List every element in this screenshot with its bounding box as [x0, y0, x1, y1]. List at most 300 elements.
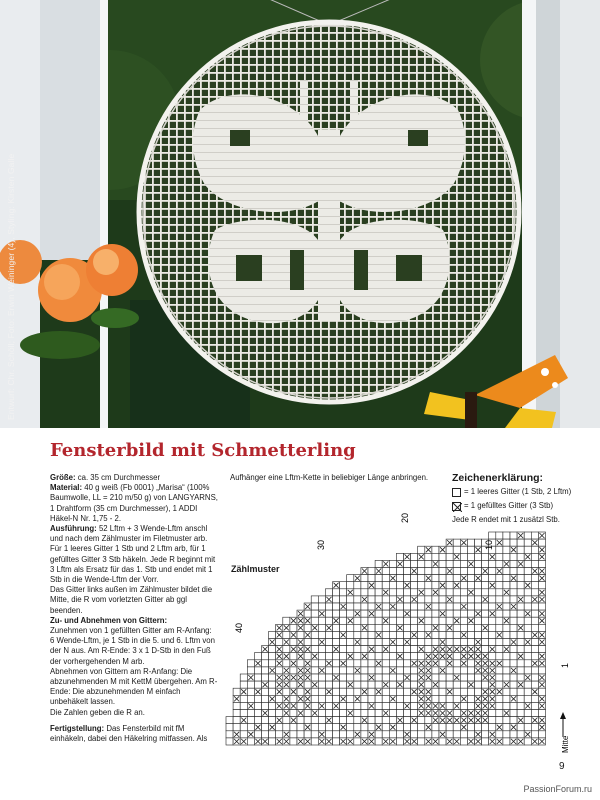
chart-cell: [418, 738, 425, 745]
chart-cell: [396, 702, 403, 709]
chart-cell: [439, 631, 446, 638]
legend-title: Zeichenerklärung:: [452, 472, 544, 484]
chart-cell: [283, 688, 290, 695]
chart-cell: [453, 539, 460, 546]
chart-cell: [517, 639, 524, 646]
chart-cell: [404, 660, 411, 667]
chart-cell: [304, 624, 311, 631]
chart-cell: [283, 617, 290, 624]
chart-cell: [418, 624, 425, 631]
chart-cell: [311, 738, 318, 745]
chart-cell: [489, 575, 496, 582]
chart-cell: [325, 646, 332, 653]
chart-cell: [354, 710, 361, 717]
chart-cell: [361, 639, 368, 646]
chart-cell: [425, 646, 432, 653]
chart-cell: [290, 724, 297, 731]
chart-cell: [538, 582, 545, 589]
chart-cell: [503, 653, 510, 660]
chart-cell: [269, 702, 276, 709]
increase-paragraph: Zunehmen von 1 gefüllten Gitter am R-Anfang: 6 Wende-Lftm, je 1 Stb in die 5. und 6. Lftm von der N aus. Am R-Ende: 3 x 1 D-Stb in den Fuß der vorhergehenden M arb.: [50, 626, 215, 666]
chart-cell: [297, 688, 304, 695]
chart-cell: [517, 553, 524, 560]
chart-cell: [311, 631, 318, 638]
chart-cell: [524, 589, 531, 596]
chart-cell: [262, 724, 269, 731]
chart-cell: [325, 710, 332, 717]
chart-cell: [510, 631, 517, 638]
chart-cell: [503, 674, 510, 681]
material-value: 40 g weiß (Fb 0001) „Marisa“ (100% Baumwolle, LL = 210 m/50 g) von LANGYARNS, 1 Drahtform (35 cm Durchmesser), 1 ADDI Häkel-N Nr. 1,75 - 2.: [50, 483, 218, 523]
chart-cell: [432, 553, 439, 560]
chart-cell: [531, 702, 538, 709]
chart-cell: [333, 688, 340, 695]
chart-cell: [531, 560, 538, 567]
chart-cell: [453, 667, 460, 674]
chart-cell: [460, 702, 467, 709]
chart-cell: [304, 717, 311, 724]
chart-cell: [524, 724, 531, 731]
chart-cell: [347, 610, 354, 617]
chart-cell: [411, 667, 418, 674]
chart-cell: [382, 639, 389, 646]
chart-cell: [354, 653, 361, 660]
chart-cell: [510, 568, 517, 575]
chart-cell: [361, 731, 368, 738]
chart-cell: [318, 624, 325, 631]
chart-cell: [325, 617, 332, 624]
chart-cell: [404, 596, 411, 603]
chart-cell: [269, 738, 276, 745]
chart-cell: [517, 575, 524, 582]
chart-cell: [524, 546, 531, 553]
chart-cell: [340, 582, 347, 589]
chart-cell: [318, 724, 325, 731]
chart-cell: [333, 610, 340, 617]
chart-cell: [517, 667, 524, 674]
chart-cell: [333, 695, 340, 702]
chart-cell: [347, 582, 354, 589]
chart-cell: [304, 731, 311, 738]
chart-cell: [311, 674, 318, 681]
chart-cell: [318, 660, 325, 667]
instructions-continued: Aufhänger eine Lftm-Kette in beliebiger Länge anbringen.: [230, 473, 429, 482]
chart-cell: [382, 603, 389, 610]
increase-decrease-heading: Zu- und Abnehmen von Gittern:: [50, 615, 168, 625]
chart-cell: [304, 653, 311, 660]
chart-cell: [233, 710, 240, 717]
chart-cell: [460, 589, 467, 596]
chart-cell: [389, 596, 396, 603]
chart-cell: [510, 539, 517, 546]
chart-cell: [538, 603, 545, 610]
chart-cell: [446, 610, 453, 617]
chart-cell: [467, 667, 474, 674]
chart-cell: [538, 731, 545, 738]
chart-cell: [503, 667, 510, 674]
chart-cell: [233, 717, 240, 724]
chart-cell: [311, 603, 318, 610]
chart-cell: [482, 610, 489, 617]
chart-cell: [269, 646, 276, 653]
chart-cell: [396, 646, 403, 653]
chart-cell: [297, 731, 304, 738]
chart-cell: [453, 603, 460, 610]
chart-cell: [425, 624, 432, 631]
chart-cell: [404, 575, 411, 582]
chart-cell: [333, 667, 340, 674]
chart-cell: [382, 717, 389, 724]
chart-cell: [432, 639, 439, 646]
chart-cell: [404, 695, 411, 702]
chart-cell: [517, 674, 524, 681]
chart-cell: [254, 695, 261, 702]
chart-cell: [375, 617, 382, 624]
chart-cell: [396, 589, 403, 596]
chart-cell: [475, 539, 482, 546]
chart-cell: [425, 596, 432, 603]
chart-cell: [368, 639, 375, 646]
chart-cell: [517, 568, 524, 575]
chart-cell: [347, 624, 354, 631]
chart-cell: [340, 646, 347, 653]
chart-cell: [425, 582, 432, 589]
chart-cell: [475, 568, 482, 575]
chart-cell: [524, 624, 531, 631]
chart-cell: [475, 688, 482, 695]
chart-cell: [446, 553, 453, 560]
chart-cell: [347, 724, 354, 731]
chart-cell: [517, 589, 524, 596]
legend-filled-text: = 1 gefülltes Gitter (3 Stb): [464, 501, 554, 510]
chart-cell: [404, 688, 411, 695]
empty-square-icon: [452, 488, 461, 497]
chart-cell: [524, 710, 531, 717]
chart-cell: [354, 717, 361, 724]
chart-cell: [475, 603, 482, 610]
chart-cell: [382, 653, 389, 660]
chart-cell: [333, 653, 340, 660]
chart-cell: [368, 568, 375, 575]
chart-cell: [453, 560, 460, 567]
chart-cell: [340, 667, 347, 674]
row-label-20: 20: [400, 512, 410, 523]
chart-cell: [233, 688, 240, 695]
chart-cell: [389, 589, 396, 596]
chart-cell: [276, 639, 283, 646]
chart-cell: [453, 710, 460, 717]
chart-cell: [247, 688, 254, 695]
chart-cell: [382, 688, 389, 695]
chart-cell: [340, 681, 347, 688]
chart-cell: [262, 667, 269, 674]
chart-cell: [446, 546, 453, 553]
chart-cell: [375, 667, 382, 674]
chart-cell: [531, 731, 538, 738]
chart-cell: [467, 695, 474, 702]
chart-cell: [290, 667, 297, 674]
chart-cell: [531, 582, 538, 589]
chart-cell: [467, 631, 474, 638]
chart-cell: [254, 667, 261, 674]
chart-cell: [311, 688, 318, 695]
chart-cell: [418, 717, 425, 724]
chart-cell: [524, 681, 531, 688]
chart-cell: [347, 717, 354, 724]
chart-cell: [531, 610, 538, 617]
chart-cell: [432, 695, 439, 702]
chart-cell: [276, 667, 283, 674]
chart-cell: [418, 582, 425, 589]
chart-cell: [333, 710, 340, 717]
chart-cell: [489, 631, 496, 638]
chart-cell: [460, 624, 467, 631]
chart-cell: [460, 610, 467, 617]
chart-cell: [432, 582, 439, 589]
execution-paragraph: [50, 524, 218, 585]
chart-cell: [489, 589, 496, 596]
chart-cell: [496, 553, 503, 560]
chart-cell: [524, 575, 531, 582]
chart-cell: [446, 695, 453, 702]
chart-cell: [425, 610, 432, 617]
chart-cell: [453, 688, 460, 695]
chart-cell: [418, 731, 425, 738]
chart-cell: [340, 717, 347, 724]
chart-cell: [382, 695, 389, 702]
chart-cell: [418, 653, 425, 660]
chart-cell: [482, 731, 489, 738]
chart-cell: [460, 688, 467, 695]
chart-cell: [382, 667, 389, 674]
chart-cell: [418, 603, 425, 610]
chart-cell: [262, 674, 269, 681]
chart-cell: [396, 631, 403, 638]
chart-cell: [389, 681, 396, 688]
chart-cell: [496, 695, 503, 702]
chart-cell: [524, 539, 531, 546]
chart-cell: [382, 610, 389, 617]
chart-cell: [503, 546, 510, 553]
chart-cell: [446, 603, 453, 610]
chart-cell: [368, 710, 375, 717]
chart-cell: [361, 702, 368, 709]
chart-cell: [389, 617, 396, 624]
chart-cell: [432, 603, 439, 610]
chart-cell: [347, 603, 354, 610]
chart-cell: [425, 553, 432, 560]
chart-cell: [489, 653, 496, 660]
chart-cell: [432, 724, 439, 731]
chart-cell: [311, 639, 318, 646]
chart-cell: [389, 646, 396, 653]
chart-cell: [453, 639, 460, 646]
chart-cell: [354, 631, 361, 638]
chart-cell: [240, 702, 247, 709]
chart-cell: [247, 710, 254, 717]
chart-cell: [411, 575, 418, 582]
chart-cell: [439, 681, 446, 688]
chart-cell: [482, 589, 489, 596]
page-title: Fensterbild mit Schmetterling: [50, 440, 356, 461]
chart-cell: [311, 667, 318, 674]
chart-cell: [418, 546, 425, 553]
chart-cell: [311, 724, 318, 731]
chart-cell: [524, 617, 531, 624]
chart-cell: [467, 596, 474, 603]
chart-cell: [517, 610, 524, 617]
chart-cell: [368, 575, 375, 582]
chart-cell: [368, 717, 375, 724]
chart-cell: [489, 717, 496, 724]
chart-cell: [517, 646, 524, 653]
chart-cell: [396, 731, 403, 738]
chart-cell: [489, 596, 496, 603]
chart-cell: [453, 596, 460, 603]
chart-cell: [460, 681, 467, 688]
chart-cell: [361, 710, 368, 717]
chart-cell: [496, 710, 503, 717]
chart-cell: [247, 681, 254, 688]
chart-cell: [524, 646, 531, 653]
chart-cell: [347, 674, 354, 681]
decrease-paragraph: Abnehmen von Gittern am R-Anfang: Die abzunehmenden M mit KettM übergehen. Am R-Ende: Die abzunehmenden M einfach unbehäkelt lassen.: [50, 666, 218, 707]
chart-cell: [510, 660, 517, 667]
chart-cell: [354, 660, 361, 667]
chart-cell: [333, 738, 340, 745]
chart-cell: [283, 631, 290, 638]
chart-cell: [361, 646, 368, 653]
chart-cell: [425, 617, 432, 624]
chart-cell: [496, 646, 503, 653]
chart-cell: [389, 624, 396, 631]
chart-cell: [375, 596, 382, 603]
chart-cell: [453, 589, 460, 596]
chart-cell: [404, 631, 411, 638]
chart-cell: [411, 724, 418, 731]
chart-cell: [382, 731, 389, 738]
chart-cell: [425, 560, 432, 567]
chart-cell: [503, 639, 510, 646]
chart-cell: [503, 610, 510, 617]
chart-cell: [510, 674, 517, 681]
chart-cell: [496, 717, 503, 724]
chart-cell: [361, 582, 368, 589]
chart-cell: [325, 631, 332, 638]
chart-cell: [531, 710, 538, 717]
chart-cell: [404, 724, 411, 731]
chart-cell: [368, 724, 375, 731]
chart-cell: [325, 653, 332, 660]
chart-cell: [304, 610, 311, 617]
finishing-paragraph: [50, 724, 218, 744]
chart-cell: [503, 660, 510, 667]
chart-cell: [524, 603, 531, 610]
chart-cell: [333, 724, 340, 731]
chart-cell: [311, 610, 318, 617]
chart-cell: [396, 667, 403, 674]
chart-cell: [361, 617, 368, 624]
chart-cell: [254, 681, 261, 688]
chart-cell: [318, 617, 325, 624]
chart-cell: [389, 674, 396, 681]
chart-cell: [531, 532, 538, 539]
chart-cell: [467, 731, 474, 738]
chart-cell: [496, 582, 503, 589]
chart-cell: [453, 575, 460, 582]
chart-cell: [460, 667, 467, 674]
chart-cell: [276, 695, 283, 702]
chart-cell: [446, 617, 453, 624]
chart-cell: [517, 688, 524, 695]
chart-cell: [531, 617, 538, 624]
chart-cell: [396, 568, 403, 575]
chart-cell: [411, 624, 418, 631]
chart-cell: [247, 695, 254, 702]
chart-cell: [304, 681, 311, 688]
chart-cell: [318, 596, 325, 603]
chart-cell: [432, 575, 439, 582]
chart-cell: [496, 674, 503, 681]
chart-cell: [283, 724, 290, 731]
chart-cell: [354, 589, 361, 596]
finishing-value: Das Fensterbild mit fM einhäkeln, dabei den Häkelring mitfassen. Als: [50, 723, 208, 744]
chart-cell: [404, 653, 411, 660]
chart-cell: [482, 738, 489, 745]
chart-cell: [404, 624, 411, 631]
chart-cell: [531, 624, 538, 631]
chart-cell: [517, 582, 524, 589]
chart-cell: [318, 603, 325, 610]
chart-cell: [418, 724, 425, 731]
chart-cell: [361, 631, 368, 638]
chart-cell: [396, 674, 403, 681]
chart-cell: [517, 731, 524, 738]
chart-cell: [404, 667, 411, 674]
chart-cell: [425, 717, 432, 724]
chart-cell: [531, 724, 538, 731]
chart-cell: [347, 688, 354, 695]
chart-cell: [510, 532, 517, 539]
chart-cell: [233, 724, 240, 731]
chart-cell: [411, 589, 418, 596]
chart-cell: [361, 681, 368, 688]
chart-cell: [489, 532, 496, 539]
chart-cell: [240, 724, 247, 731]
chart-cell: [524, 667, 531, 674]
chart-cell: [269, 717, 276, 724]
chart-cell: [496, 596, 503, 603]
chart-cell: [325, 674, 332, 681]
chart-cell: [247, 717, 254, 724]
chart-cell: [503, 603, 510, 610]
chart-cell: [467, 639, 474, 646]
chart-cell: [467, 582, 474, 589]
chart-cell: [325, 639, 332, 646]
chart-cell: [240, 674, 247, 681]
chart-cell: [531, 653, 538, 660]
chart-cell: [503, 532, 510, 539]
chart-cell: [425, 639, 432, 646]
chart-cell: [496, 639, 503, 646]
chart-cell: [389, 710, 396, 717]
chart-cell: [489, 617, 496, 624]
chart-cell: [510, 596, 517, 603]
chart-cell: [453, 695, 460, 702]
chart-cell: [354, 617, 361, 624]
chart-cell: [460, 568, 467, 575]
chart-cell: [361, 674, 368, 681]
